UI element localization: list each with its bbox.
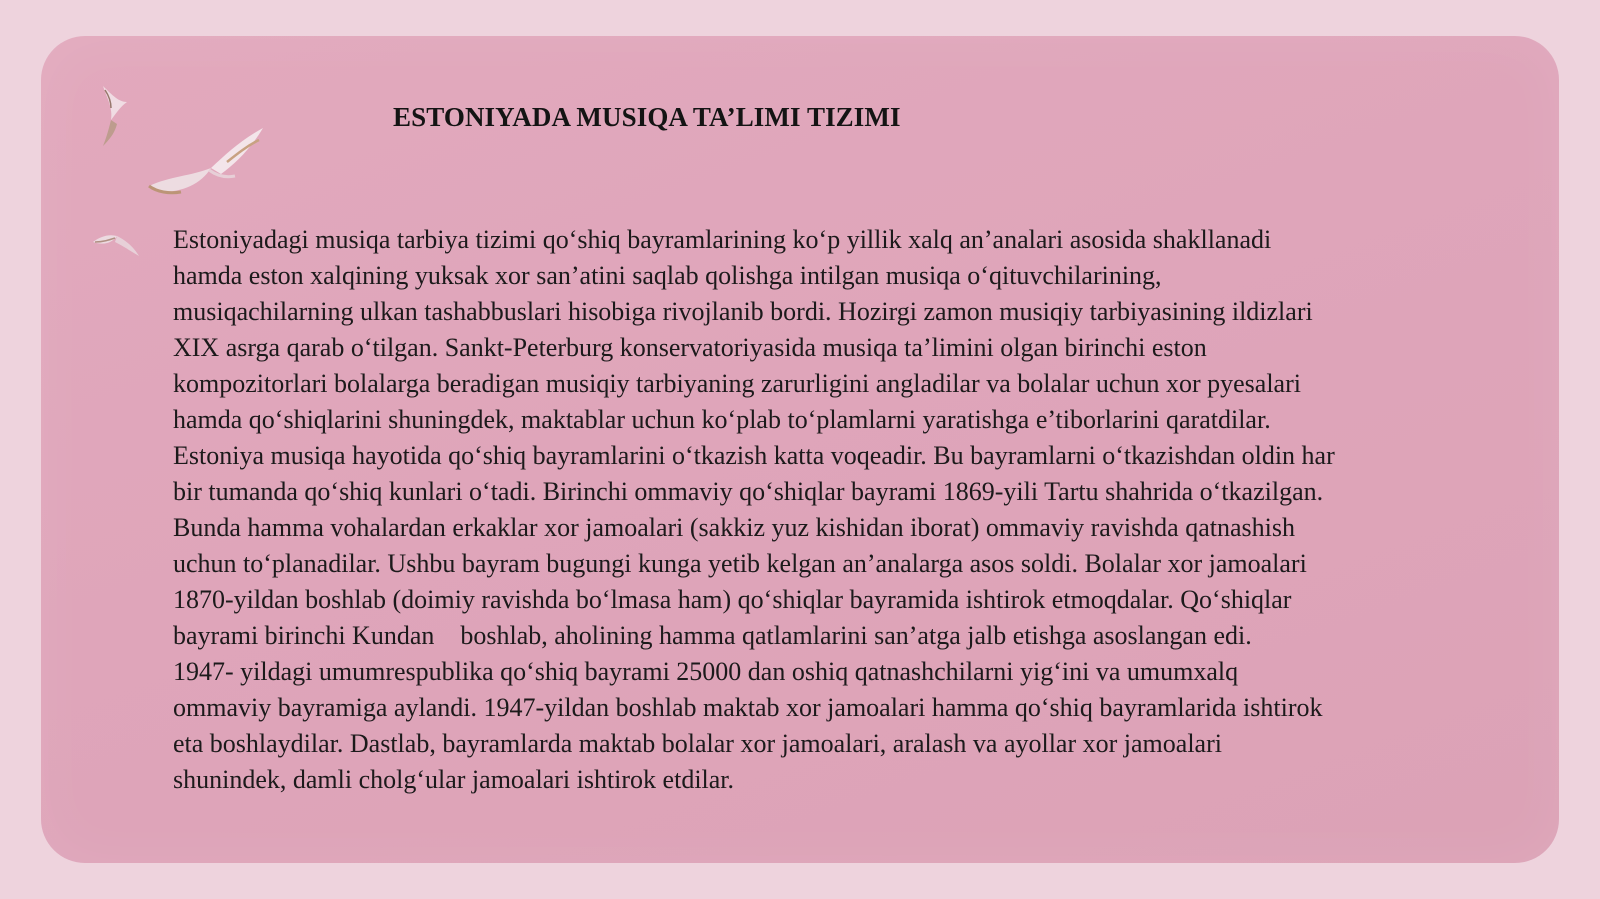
- slide-card: [41, 36, 1559, 863]
- body-line: kompozitorlari bolalarga beradigan musiqiy tarbiyaning zarurligini angladilar va bolalar uchun xor pyesalari: [173, 369, 1301, 398]
- body-line: 1870-yildan boshlab (doimiy ravishda bo‘lmasa ham) qo‘shiqlar bayramida ishtirok etmoqdalar. Qo‘shiqlar: [173, 585, 1292, 614]
- body-line: XIX asrga qarab o‘tilgan. Sankt-Peterburg konservatoriyasida musiqa ta’limini olgan birinchi eston: [173, 333, 1207, 362]
- body-line: hamda eston xalqining yuksak xor san’atini saqlab qolishga intilgan musiqa o‘qituvchilarining,: [173, 261, 1162, 290]
- body-line: Bunda hamma vohalardan erkaklar xor jamoalari (sakkiz yuz kishidan iborat) ommaviy ravishda qatnashish: [173, 513, 1295, 542]
- bird-small-bottom: [93, 235, 139, 256]
- body-line: Estoniyadagi musiqa tarbiya tizimi qo‘shiq bayramlarining ko‘p yillik xalq an’analari asosida shakllanadi: [173, 225, 1272, 254]
- body-line: musiqachilarning ulkan tashabbuslari hisobiga rivojlanib bordi. Hozirgi zamon musiqiy tarbiyasining ildizlari: [173, 297, 1313, 326]
- body-line: 1947- yildagi umumrespublika qo‘shiq bayrami 25000 dan oshiq qatnashchilarni yig‘ini va umumxalq: [173, 657, 1239, 686]
- bird-small-top: [103, 86, 127, 146]
- slide-body-text: [173, 222, 1553, 798]
- bird-large-middle: [149, 128, 263, 193]
- body-line: ommaviy bayramiga aylandi. 1947-yildan boshlab maktab xor jamoalari hamma qo‘shiq bayramlarida ishtirok: [173, 693, 1323, 722]
- body-line: uchun to‘planadilar. Ushbu bayram bugungi kunga yetib kelgan an’analarga asos soldi. Bolalar xor jamoalari: [173, 549, 1307, 578]
- slide-title: ESTONIYADA MUSIQA TA’LIMI TIZIMI: [393, 102, 901, 132]
- body-line: eta boshlaydilar. Dastlab, bayramlarda maktab bolalar xor jamoalari, aralash va ayollar xor jamoalari: [173, 729, 1222, 758]
- body-line: shunindek, damli cholg‘ular jamoalari ishtirok etdilar.: [173, 765, 735, 794]
- body-line: hamda qo‘shiqlarini shuningdek, maktablar uchun ko‘plab to‘plamlarni yaratishga e’tiborlarini qaratdilar.: [173, 405, 1271, 434]
- body-line: bayrami birinchi Kundan boshlab, aholining hamma qatlamlarini san’atga jalb etishga asoslangan edi.: [173, 621, 1252, 650]
- body-line: Estoniya musiqa hayotida qo‘shiq bayramlarini o‘tkazish katta voqeadir. Bu bayramlarni o‘tkazishdan oldin har: [173, 441, 1335, 470]
- body-line: bir tumanda qo‘shiq kunlari o‘tadi. Birinchi ommaviy qo‘shiqlar bayrami 1869-yili Tartu shahrida o‘tkazilgan.: [173, 477, 1324, 506]
